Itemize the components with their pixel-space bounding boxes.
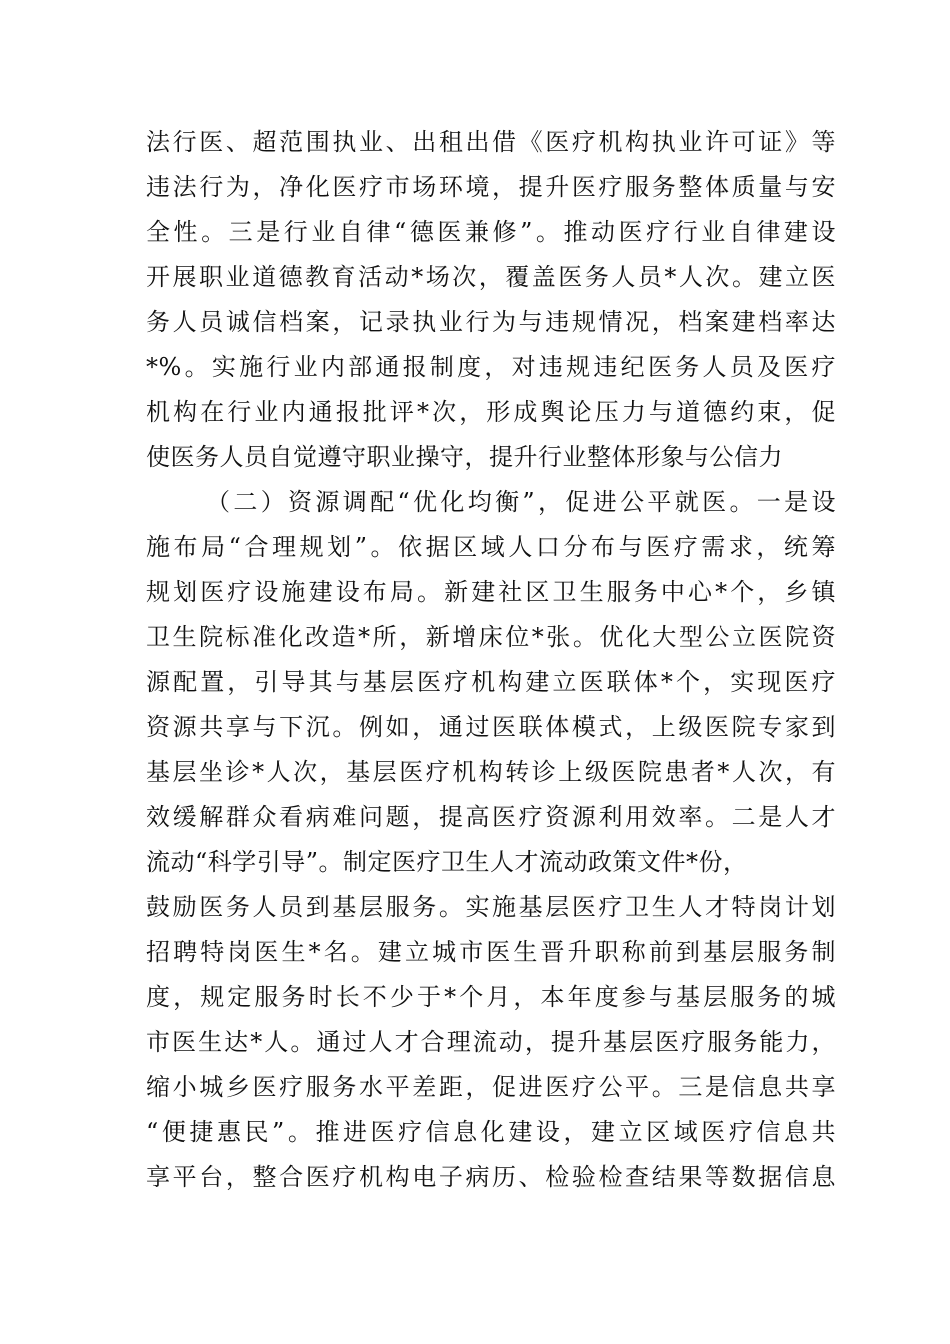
text-line: 流动“科学引导”。制定医疗卫生人才流动政策文件*份， <box>146 848 748 876</box>
text-line: 施布局“合理规划”。依据区域人口分布与医疗需求，统筹 <box>146 533 836 561</box>
text-line: 缩小城乡医疗服务水平差距，促进医疗公平。三是信息共享 <box>146 1073 836 1101</box>
section-heading-line: （二）资源调配“优化均衡”，促进公平就医。一是设 <box>206 488 836 516</box>
text-line: 市医生达*人。通过人才合理流动，提升基层医疗服务能力， <box>146 1028 836 1056</box>
text-line: 享平台，整合医疗机构电子病历、检验检查结果等数据信息 <box>146 1163 836 1191</box>
text-line: *%。实施行业内部通报制度，对违规违纪医务人员及医疗 <box>146 353 836 381</box>
text-line: 法行医、超范围执业、出租出借《医疗机构执业许可证》等 <box>146 128 836 156</box>
text-line: 招聘特岗医生*名。建立城市医生晋升职称前到基层服务制 <box>146 938 836 966</box>
text-line: “便捷惠民”。推进医疗信息化建设，建立区域医疗信息共 <box>146 1118 836 1146</box>
text-line: 使医务人员自觉遵守职业操守，提升行业整体形象与公信力 <box>146 443 783 471</box>
text-line: 资源共享与下沉。例如，通过医联体模式，上级医院专家到 <box>146 713 836 741</box>
body-text <box>146 120 836 1200</box>
text-line: 卫生院标准化改造*所，新增床位*张。优化大型公立医院资 <box>146 623 836 651</box>
text-line: 鼓励医务人员到基层服务。实施基层医疗卫生人才特岗计划 <box>146 893 836 921</box>
text-line: 机构在行业内通报批评*次，形成舆论压力与道德约束，促 <box>146 398 836 426</box>
text-line: 务人员诚信档案，记录执业行为与违规情况，档案建档率达 <box>146 308 836 336</box>
text-line: 源配置，引导其与基层医疗机构建立医联体*个，实现医疗 <box>146 668 836 696</box>
text-line: 度，规定服务时长不少于*个月，本年度参与基层服务的城 <box>146 983 836 1011</box>
text-line: 规划医疗设施建设布局。新建社区卫生服务中心*个，乡镇 <box>146 578 836 606</box>
text-line: 基层坐诊*人次，基层医疗机构转诊上级医院患者*人次，有 <box>146 758 836 786</box>
text-line: 开展职业道德教育活动*场次，覆盖医务人员*人次。建立医 <box>146 263 836 291</box>
text-line: 违法行为，净化医疗市场环境，提升医疗服务整体质量与安 <box>146 173 836 201</box>
text-line: 全性。三是行业自律“德医兼修”。推动医疗行业自律建设 <box>146 218 836 246</box>
text-line: 效缓解群众看病难问题，提高医疗资源利用效率。二是人才 <box>146 803 836 831</box>
